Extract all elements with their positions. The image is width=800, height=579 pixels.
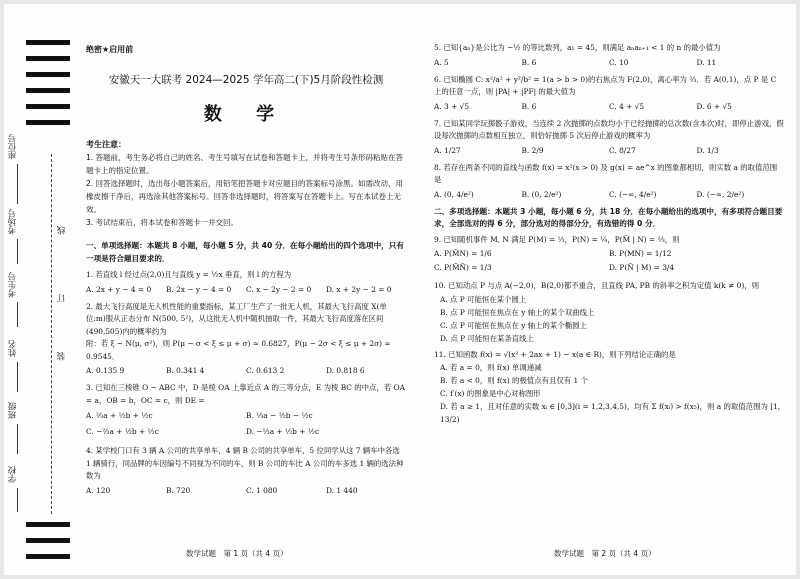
question-8: 8. 若存在两条不同的直线与函数 f(x) = x²(x > 0) 及 g(x) = ae^x 的图象都相切，则实数 a 的取值范围是 xyxy=(434,162,778,184)
binding-stripe xyxy=(26,72,70,77)
section-single-choice: 一、单项选择题：本题共 8 小题，每小题 5 分，共 40 分．在每小题给出的四个选项中，只有一项是符合题目要求的． xyxy=(86,241,404,263)
question-7-options xyxy=(434,144,784,157)
question-6: 6. 已知椭圆 C: x²/a² + y²/b² = 1(a > b > 0)的右焦点为 F(2,0)，离心率为 ⅔．若 A(0,1)，点 P 是 C 上的任意一点，则 |PA| + |PF| 的最大值为 xyxy=(434,74,777,96)
binding-word-line: 线 xyxy=(57,226,67,235)
binding-stripe xyxy=(26,522,70,527)
option-c: C. (−∞, 4/e²) xyxy=(609,189,657,199)
option-a: A. 0.135 9 xyxy=(86,366,125,375)
question-5: 5. 已知{aₙ}是公比为 −½ 的等比数列，a₁ = 45，则满足 aₙaₙ₊₁ < 1 的 n 的最小值为 xyxy=(434,43,721,52)
option-b: B. 若 a < 0，则 f(x) 的极值点有且仅有 1 个 xyxy=(440,376,588,385)
option-b: B. 720 xyxy=(166,485,191,495)
question-8-options xyxy=(434,188,784,201)
option-c: C. x − 2y − 2 = 0 xyxy=(246,284,312,294)
option-d: D. −⅓a + ½b + ½c xyxy=(246,427,320,436)
page-footer-right: 数学试题 第 2 页（共 4 页） xyxy=(554,549,656,558)
question-4-options xyxy=(86,484,406,497)
notice-item: 2. 回答选择题时，选出每小题答案后，用铅笔把答题卡对应题目的答案标号涂黑。如需改动，用橡皮擦干净后，再选涂其他答案标号。回答非选择题时，将答案写在答题卡上。写在本试卷上无效。 xyxy=(86,179,404,214)
notice-heading: 考生注意： xyxy=(86,140,126,149)
binding-stripe xyxy=(26,554,70,559)
option-c: C. P(M̄N̄) = 1/3 xyxy=(434,263,492,272)
option-a: A. ⅔a + ½b + ½c xyxy=(86,411,153,420)
option-a: A. 若 a = 0，则 f(x) 单调递减 xyxy=(440,363,542,372)
binding-stripe xyxy=(26,40,70,45)
binding-dash-line xyxy=(51,154,52,514)
option-a: A. 点 P 可能恒在某个圆上 xyxy=(440,294,527,304)
question-2: 2. 最大飞行高度是无人机性能的重要指标，某工厂生产了一批无人机，其最大飞行高度 X(单位:m)服从正态分布 N(500, 5²)，从这批无人机中随机抽取一件，其最大飞行高度落在区间(490,505)内的概率约为 xyxy=(86,301,387,336)
questions-left xyxy=(86,240,406,502)
option-c: C. 1 080 xyxy=(246,485,278,495)
secret-mark: 绝密★启用前 xyxy=(86,45,134,54)
option-b: B. P(MN) = 1/12 xyxy=(609,249,672,258)
question-9-options xyxy=(434,247,784,275)
binding-word-bind: 装 xyxy=(57,352,67,361)
question-2-note: 附：若 ξ ~ N(μ, σ²)，则 P(μ − σ < ξ ≤ μ + σ) ≈ 0.6827，P(μ − 2σ < ξ ≤ μ + 2σ) ≈ 0.9545． xyxy=(86,339,391,361)
option-b: B. ⅓a − ½b − ½c xyxy=(246,411,313,420)
question-1: 1. 若直线 l 经过点(2,0)且与直线 y = ½x 垂直，则 l 的方程为 xyxy=(86,270,292,279)
option-c: C. 0.613 2 xyxy=(246,366,285,375)
option-b: B. 2x − y − 4 = 0 xyxy=(166,284,232,294)
question-7: 7. 已知某同学玩掷骰子游戏，当连续 2 次抛掷的点数均小于已经抛掷的总次数(含本次)时，即停止游戏，假设每次抛掷的点数相互独立，则恰好抛掷 5 次后停止游戏的概率为 xyxy=(434,118,784,140)
binding-stripe xyxy=(26,538,70,543)
binding-label-name: 姓名 xyxy=(8,340,18,357)
option-a: A. 2x + y − 4 = 0 xyxy=(86,284,152,294)
binding-stripe xyxy=(26,88,70,93)
option-d: D. 点 P 可能恒在某条直线上 xyxy=(440,333,534,343)
option-d: D. 若 a ≥ 1，且对任意的实数 xᵢ ∈ [0,3](i = 1,2,3,4,5)，均有 Σ f(xᵢ) > f(x₅)，则 a 的取值范围为 [1, 13/2) xyxy=(440,402,781,424)
option-d: D. (−∞, 2/e²) xyxy=(696,189,745,199)
question-5-options xyxy=(434,56,784,69)
questions-right xyxy=(434,42,784,426)
option-a: A. 1/27 xyxy=(434,145,461,155)
question-3: 3. 已知在三棱锥 O − ABC 中，D 是棱 OA 上靠近点 A 的三等分点，E 为棱 BC 的中点，若 OA = a，OB = b，OC = c，则 DE = xyxy=(86,383,405,405)
question-11: 11. 已知函数 f(x) = √(x² + 2ax + 1) − x(a ∈ R)，则下列结论正确的是 xyxy=(434,349,676,359)
question-4: 4. 某学校门口有 3 辆 A 公司的共享单车，4 辆 B 公司的共享单车，5 位同学从这 7 辆车中各选 1 辆骑行，同品牌的车因编号不同视为不同的车，则 B 公司的车比 A 公司的车多选 1 辆的选法种数为 xyxy=(86,446,404,480)
binding-word-staple: 订 xyxy=(57,294,67,303)
binding-fill-line xyxy=(17,362,18,392)
option-b: B. 2/9 xyxy=(521,145,544,155)
option-b: B. 6 xyxy=(521,57,537,67)
question-10-options xyxy=(434,293,784,345)
exam-sheet xyxy=(4,4,796,575)
option-d: D. 6 + √5 xyxy=(696,101,732,111)
question-6-options xyxy=(434,100,784,113)
binding-label-school: 学校 xyxy=(8,466,18,483)
option-c: C. 4 + √5 xyxy=(609,101,645,111)
option-c: C. 点 P 可能恒在焦点在 y 轴上的某个椭圆上 xyxy=(440,320,587,330)
question-10: 10. 已知动点 P 与点 A(−2,0)，B(2,0)都不重合，且直线 PA, PB 的斜率之积为定值 k(k ≠ 0)，则 xyxy=(434,281,759,290)
option-d: D. 11 xyxy=(696,57,717,67)
binding-fill-line xyxy=(17,302,18,327)
binding-fill-line xyxy=(17,488,18,512)
option-c: C. −⅔a + ½b + ½c xyxy=(86,427,159,436)
option-d: D. 1 440 xyxy=(326,485,358,495)
subject-title: 数 学 xyxy=(203,104,289,125)
binding-fill-line xyxy=(17,424,18,454)
notice-item: 3. 考试结束后，将本试卷和答题卡一并交回。 xyxy=(86,218,239,227)
binding-label-examinee: 考生号 xyxy=(8,272,18,298)
section-multi-choice: 二、多项选择题：本题共 3 小题，每小题 6 分，共 18 分．在每小题给出的选项中，有多项符合题目要求，全部选对的得 6 分，部分选对的得部分分，有选错的得 0 分． xyxy=(434,206,783,228)
binding-label-room: 考场号 xyxy=(8,209,18,235)
binding-stripe xyxy=(26,120,70,125)
question-9: 9. 已知随机事件 M, N 满足 P(M) = ⅓，P(N) = ¼，P(M̄ | N) = ⅔，则 xyxy=(434,234,680,244)
page-footer-left: 数学试题 第 1 页（共 4 页） xyxy=(186,549,288,558)
option-c: C. f′(x) 的图象是中心对称图形 xyxy=(440,389,541,398)
option-b: B. 点 P 可能恒在焦点在 y 轴上的某个双曲线上 xyxy=(440,307,595,317)
option-b: B. 6 xyxy=(521,101,537,111)
option-a: A. 3 + √5 xyxy=(434,101,470,111)
option-a: A. P(M̄N) = 1/6 xyxy=(434,249,492,258)
notice-item: 1. 答题前，考生务必将自己的姓名、考生号填写在试卷和答题卡上，并将考生号条形码粘贴在答题卡上的指定位置。 xyxy=(86,153,404,175)
option-b: B. 0.341 4 xyxy=(166,366,205,375)
exam-title: 安徽天一大联考 2024—2025 学年高二(下)5月阶段性检测 xyxy=(108,74,384,86)
binding-strip xyxy=(4,4,78,575)
question-11-options xyxy=(434,361,784,426)
option-b: B. (0, 2/e²) xyxy=(521,189,562,199)
question-3-options xyxy=(86,408,406,440)
notice-block xyxy=(86,138,406,229)
option-d: D. P(N̄ | M) = 3/4 xyxy=(609,263,675,272)
binding-stripe xyxy=(26,104,70,109)
option-a: A. 5 xyxy=(434,57,449,67)
option-d: D. 1/3 xyxy=(696,145,719,155)
option-c: C. 10 xyxy=(609,57,629,67)
binding-label-seat: 座位号 xyxy=(8,134,18,160)
binding-stripe xyxy=(26,56,70,61)
option-d: D. 0.818 6 xyxy=(326,366,365,375)
binding-fill-line xyxy=(17,164,18,204)
option-a: A. (0, 4/e²) xyxy=(434,189,474,199)
question-2-options xyxy=(86,364,406,377)
option-c: C. 8/27 xyxy=(609,145,636,155)
question-1-options xyxy=(86,283,406,296)
binding-label-class: 班级 xyxy=(8,402,18,419)
option-d: D. x + 2y − 2 = 0 xyxy=(326,284,392,294)
option-a: A. 120 xyxy=(86,485,111,495)
binding-fill-line xyxy=(17,239,18,264)
